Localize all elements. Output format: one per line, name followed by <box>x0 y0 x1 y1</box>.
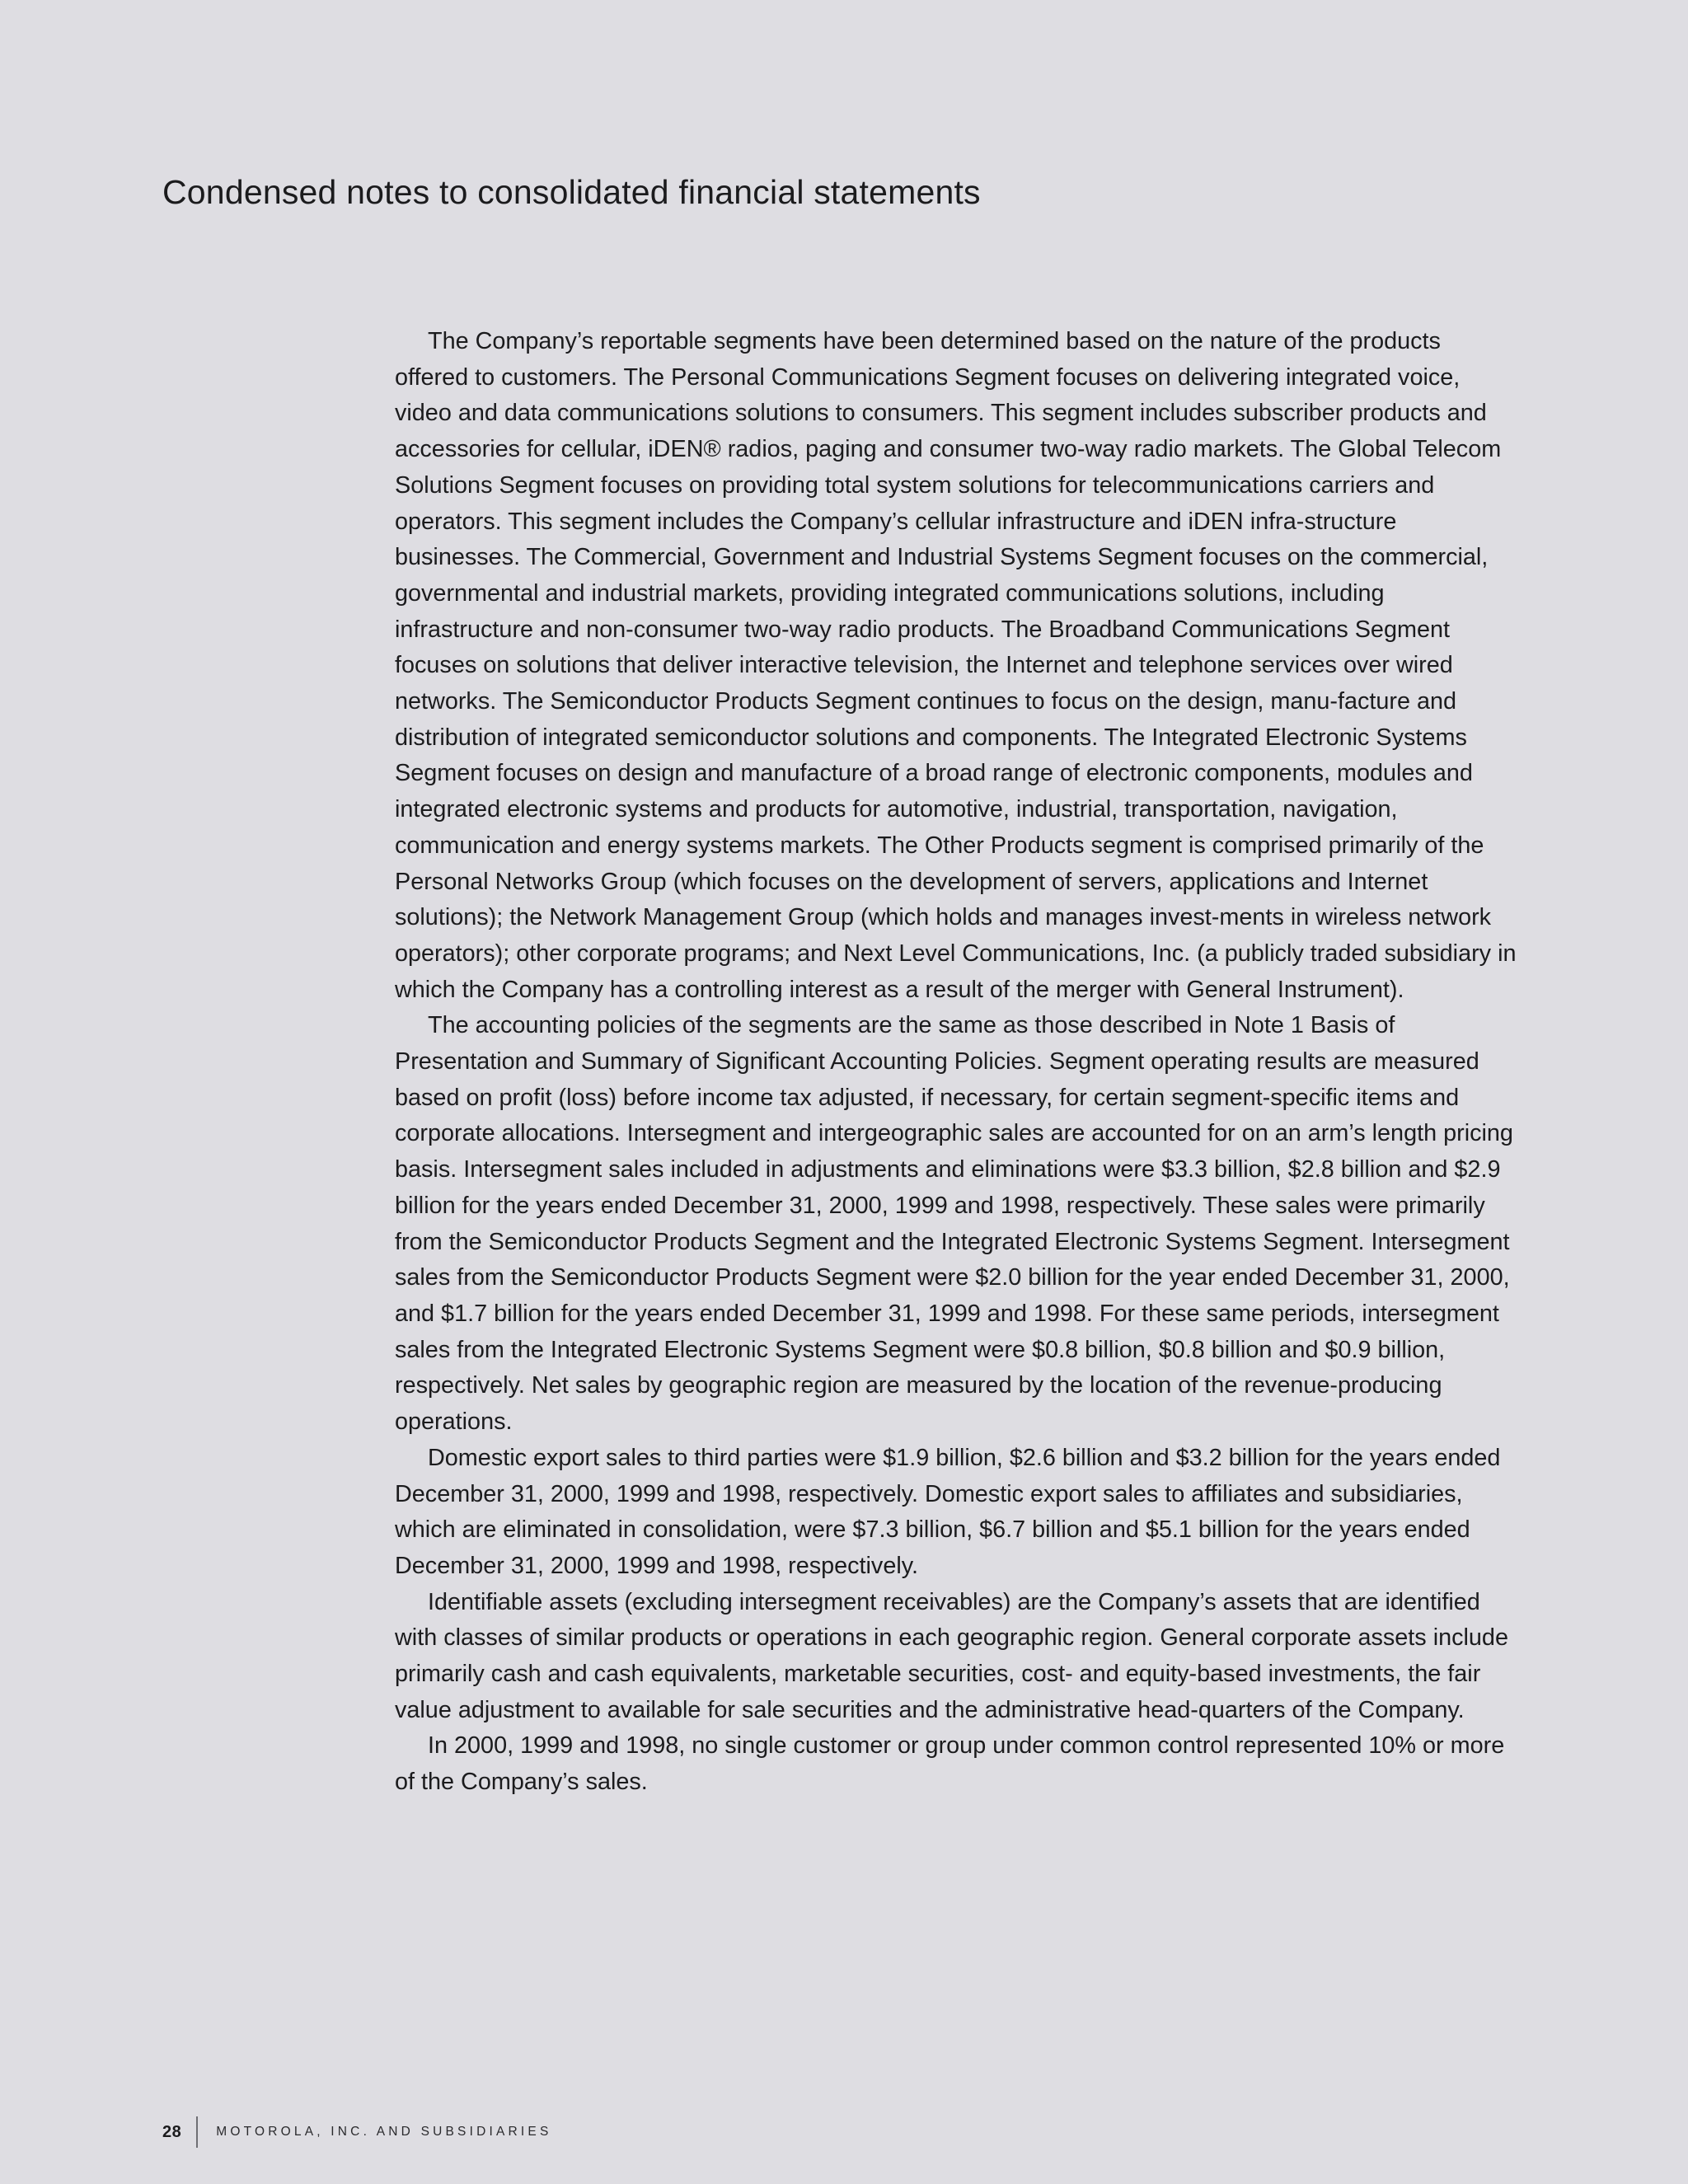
paragraph-accounting-policies: The accounting policies of the segments are the same as those described in Note 1 Basis of Presentation and Summary of Significant Accounting Policies. Segment operating results are measured based on profit (loss) before income tax adjusted, if necessary, for certain segment-specific items and corporate allocations. Intersegment and intergeographic sales are accounted for on an arm’s length pricing basis. Intersegment sales included in adjustments and eliminations were $3.3 billion, $2.8 billion and $2.9 billion for the years ended December 31, 2000, 1999 and 1998, respectively. These sales were primarily from the Semiconductor Products Segment and the Integrated Electronic Systems Segment. Intersegment sales from the Semiconductor Products Segment were $2.0 billion for the year ended December 31, 2000, and $1.7 billion for the years ended December 31, 1999 and 1998. For these same periods, intersegment sales from the Integrated Electronic Systems Segment were $0.8 billion, $0.8 billion and $0.9 billion, respectively. Net sales by geographic region are measured by the location of the revenue-producing operations. <box>395 1012 1513 1436</box>
page-title: Condensed notes to consolidated financial statements <box>162 173 981 211</box>
body-text <box>395 324 1520 1801</box>
paragraph-reportable-segments: The Company’s reportable segments have been determined based on the nature of the products offered to customers. The Personal Communications Segment focuses on delivering integrated voice, video and data communications solutions to consumers. This segment includes subscriber products and accessories for cellular, iDEN® radios, paging and consumer two-way radio markets. The Global Telecom Solutions Segment focuses on providing total system solutions for telecommunications carriers and operators. This segment includes the Company’s cellular infrastructure and iDEN infra-structure businesses. The Commercial, Government and Industrial Systems Segment focuses on the commercial, governmental and industrial markets, providing integrated communications solutions, including infrastructure and non-consumer two-way radio products. The Broadband Communications Segment focuses on solutions that deliver interactive television, the Internet and telephone services over wired networks. The Semiconductor Products Segment continues to focus on the design, manu-facture and distribution of integrated semiconductor solutions and components. The Integrated Electronic Systems Segment focuses on design and manufacture of a broad range of electronic components, modules and integrated electronic systems and products for automotive, industrial, transportation, navigation, communication and energy systems markets. The Other Products segment is comprised primarily of the Personal Networks Group (which focuses on the development of servers, applications and Internet solutions); the Network Management Group (which holds and manages invest-ments in wireless network operators); other corporate programs; and Next Level Communications, Inc. (a publicly traded subsidiary in which the Company has a controlling interest as a result of the merger with General Instrument). <box>395 328 1517 1003</box>
paragraph-export-sales: Domestic export sales to third parties were $1.9 billion, $2.6 billion and $3.2 billion for the years ended December 31, 2000, 1999 and 1998, respectively. Domestic export sales to affiliates and subsidiaries, which are eliminated in consolidation, were $7.3 billion, $6.7 billion and $5.1 billion for the years ended December 31, 2000, 1999 and 1998, respectively. <box>395 1444 1501 1579</box>
paragraph-single-customer: In 2000, 1999 and 1998, no single customer or group under common control represented 10% or more of the Company’s sales. <box>395 1732 1505 1796</box>
page-number: 28 <box>162 2122 182 2141</box>
footer-divider <box>196 2116 198 2148</box>
company-name: MOTOROLA, INC. AND SUBSIDIARIES <box>216 2125 552 2139</box>
page-footer <box>162 2116 552 2148</box>
paragraph-identifiable-assets: Identifiable assets (excluding intersegment receivables) are the Company’s assets that are identified with classes of similar products or operations in each geographic region. General corporate assets include primarily cash and cash equivalents, marketable securities, cost- and equity-based investments, the fair value adjustment to available for sale securities and the administrative head-quarters of the Company. <box>395 1588 1508 1723</box>
